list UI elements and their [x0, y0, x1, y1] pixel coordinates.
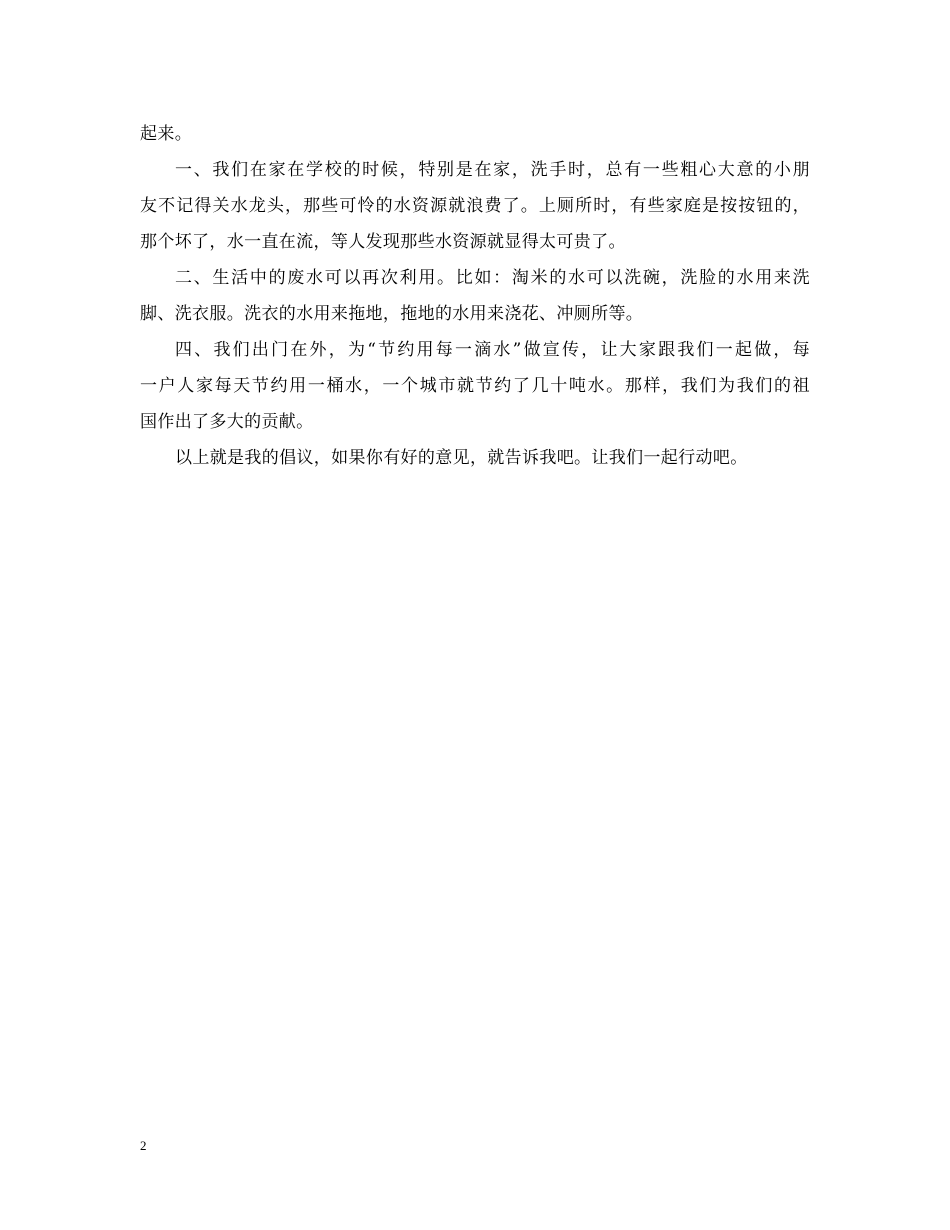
paragraph-2-line-1: 二、生活中的废水可以再次利用。比如：淘米的水可以洗碗，洗脸的水用来洗: [175, 268, 810, 288]
paragraph-4-line-1: 以上就是我的倡议，如果你有好的意见，就告诉我吧。让我们一起行动吧。: [175, 448, 748, 468]
paragraph-1-line-3: 那个坏了，水一直在流，等人发现那些水资源就显得太可贵了。: [140, 232, 626, 252]
paragraph-3-line-2: 一户人家每天节约用一桶水，一个城市就节约了几十吨水。那样，我们为我们的祖: [140, 376, 810, 396]
paragraph-1-line-2: 友不记得关水龙头，那些可怜的水资源就浪费了。上厕所时，有些家庭是按按钮的，: [140, 196, 810, 216]
paragraph-3-line-3: 国作出了多大的贡献。: [140, 412, 314, 432]
paragraph-continuation-line: 起来。: [140, 124, 193, 144]
paragraph-2-line-2: 脚、洗衣服。洗衣的水用来拖地，拖地的水用来浇花、冲厕所等。: [140, 304, 644, 324]
body-text: [140, 116, 810, 476]
paragraph-1-line-1: 一、我们在家在学校的时候，特别是在家，洗手时，总有一些粗心大意的小朋: [175, 160, 810, 180]
paragraph-3-line-1: 四、我们出门在外，为“节约用每一滴水”做宣传，让大家跟我们一起做，每: [175, 340, 810, 360]
page-number: 2: [140, 1138, 147, 1153]
